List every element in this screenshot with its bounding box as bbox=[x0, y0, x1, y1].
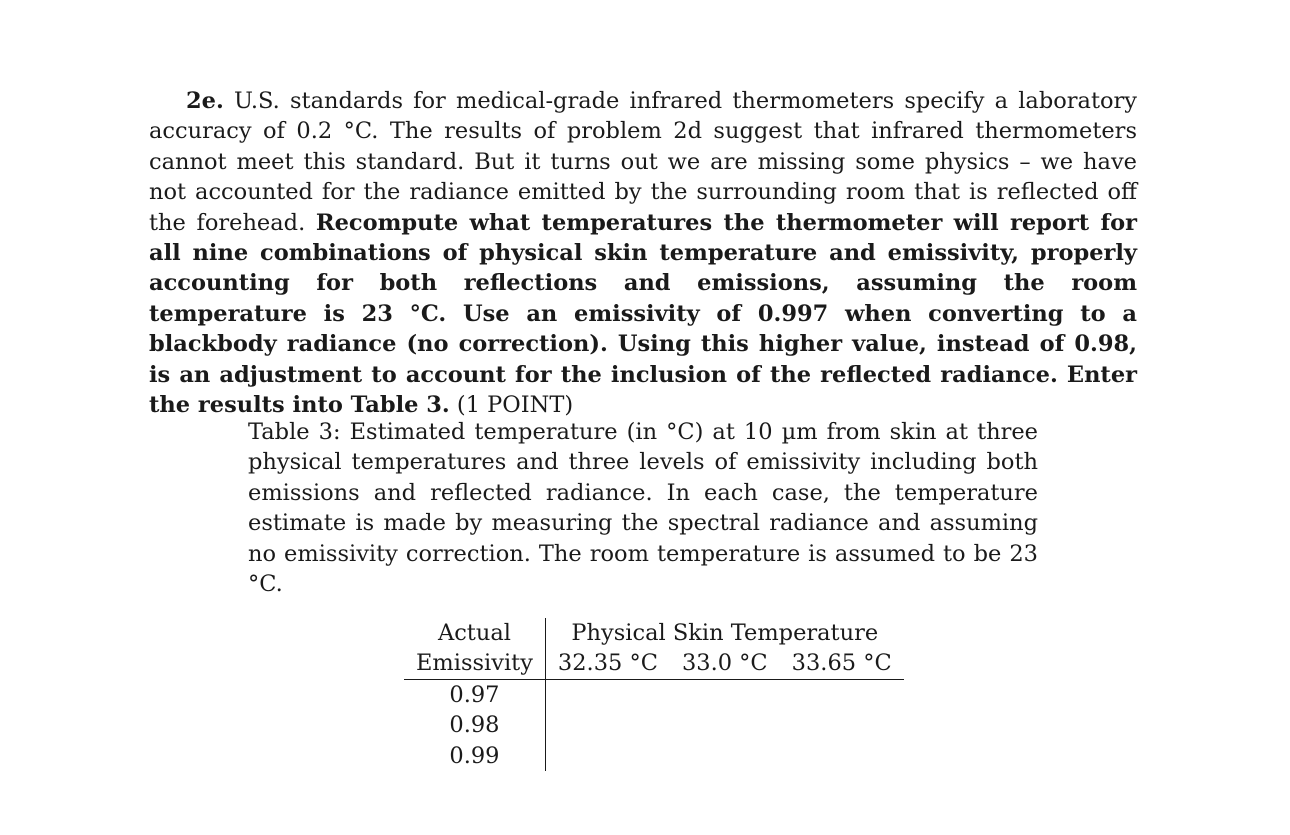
value-cell[interactable] bbox=[670, 741, 780, 771]
problem-2e bbox=[149, 86, 1137, 420]
value-cell[interactable] bbox=[780, 710, 904, 740]
results-table bbox=[404, 618, 904, 771]
value-cell[interactable] bbox=[545, 741, 670, 771]
group-header: Physical Skin Temperature bbox=[571, 620, 879, 646]
emissivity-cell: 0.97 bbox=[404, 679, 545, 710]
emissivity-cell: 0.98 bbox=[404, 710, 545, 740]
value-cell[interactable] bbox=[670, 679, 780, 710]
column-header: 33.0 °C bbox=[670, 648, 780, 679]
column-header: 33.65 °C bbox=[780, 648, 904, 679]
value-cell[interactable] bbox=[780, 741, 904, 771]
problem-number: 2e. bbox=[186, 88, 224, 114]
problem-intro: U.S. standards for medical-grade infrared thermometers specify a laboratory accuracy of 0.2 °C. The results of problem 2d suggest that infrared thermometers cannot meet this standard. But it turns out we are missing some physics – we have not accounted for the radiance emitted by the surrounding room that is reflected off the forehead. bbox=[149, 88, 1137, 236]
emissivity-cell: 0.99 bbox=[404, 741, 545, 771]
table-row bbox=[404, 710, 904, 740]
problem-points: (1 POINT) bbox=[456, 392, 574, 419]
value-cell[interactable] bbox=[670, 710, 780, 740]
value-cell[interactable] bbox=[780, 679, 904, 710]
table-header-row-1 bbox=[404, 618, 904, 648]
value-cell[interactable] bbox=[545, 710, 670, 740]
value-cell[interactable] bbox=[545, 679, 670, 710]
table-row bbox=[404, 741, 904, 771]
column-header: 32.35 °C bbox=[545, 648, 670, 679]
row-header-emissivity: Emissivity bbox=[404, 648, 545, 679]
table-caption: Table 3: Estimated temperature (in °C) at 10 µm from skin at three physical temperatures and three levels of emissivity including both emissions and reflected radiance. In each case, the temperature estimate is made by measuring the spectral radiance and assuming no emissivity correction. The room temperature is assumed to be 23 °C. bbox=[248, 419, 1038, 598]
table-row bbox=[404, 679, 904, 710]
table-header-row-2 bbox=[404, 648, 904, 679]
problem-bold-instruction: Recompute what temperatures the thermometer will report for all nine combinations of physical skin temperature and emissivity, properly accounting for both reflections and emissions, assuming the room temperature is 23 °C. Use an emissivity of 0.997 when converting to a blackbody radiance (no correction). Using this higher value, instead of 0.98, is an adjustment to account for the inclusion of the reflected radiance. Enter the results into Table 3. bbox=[149, 209, 1137, 419]
row-header-actual: Actual bbox=[404, 618, 545, 648]
